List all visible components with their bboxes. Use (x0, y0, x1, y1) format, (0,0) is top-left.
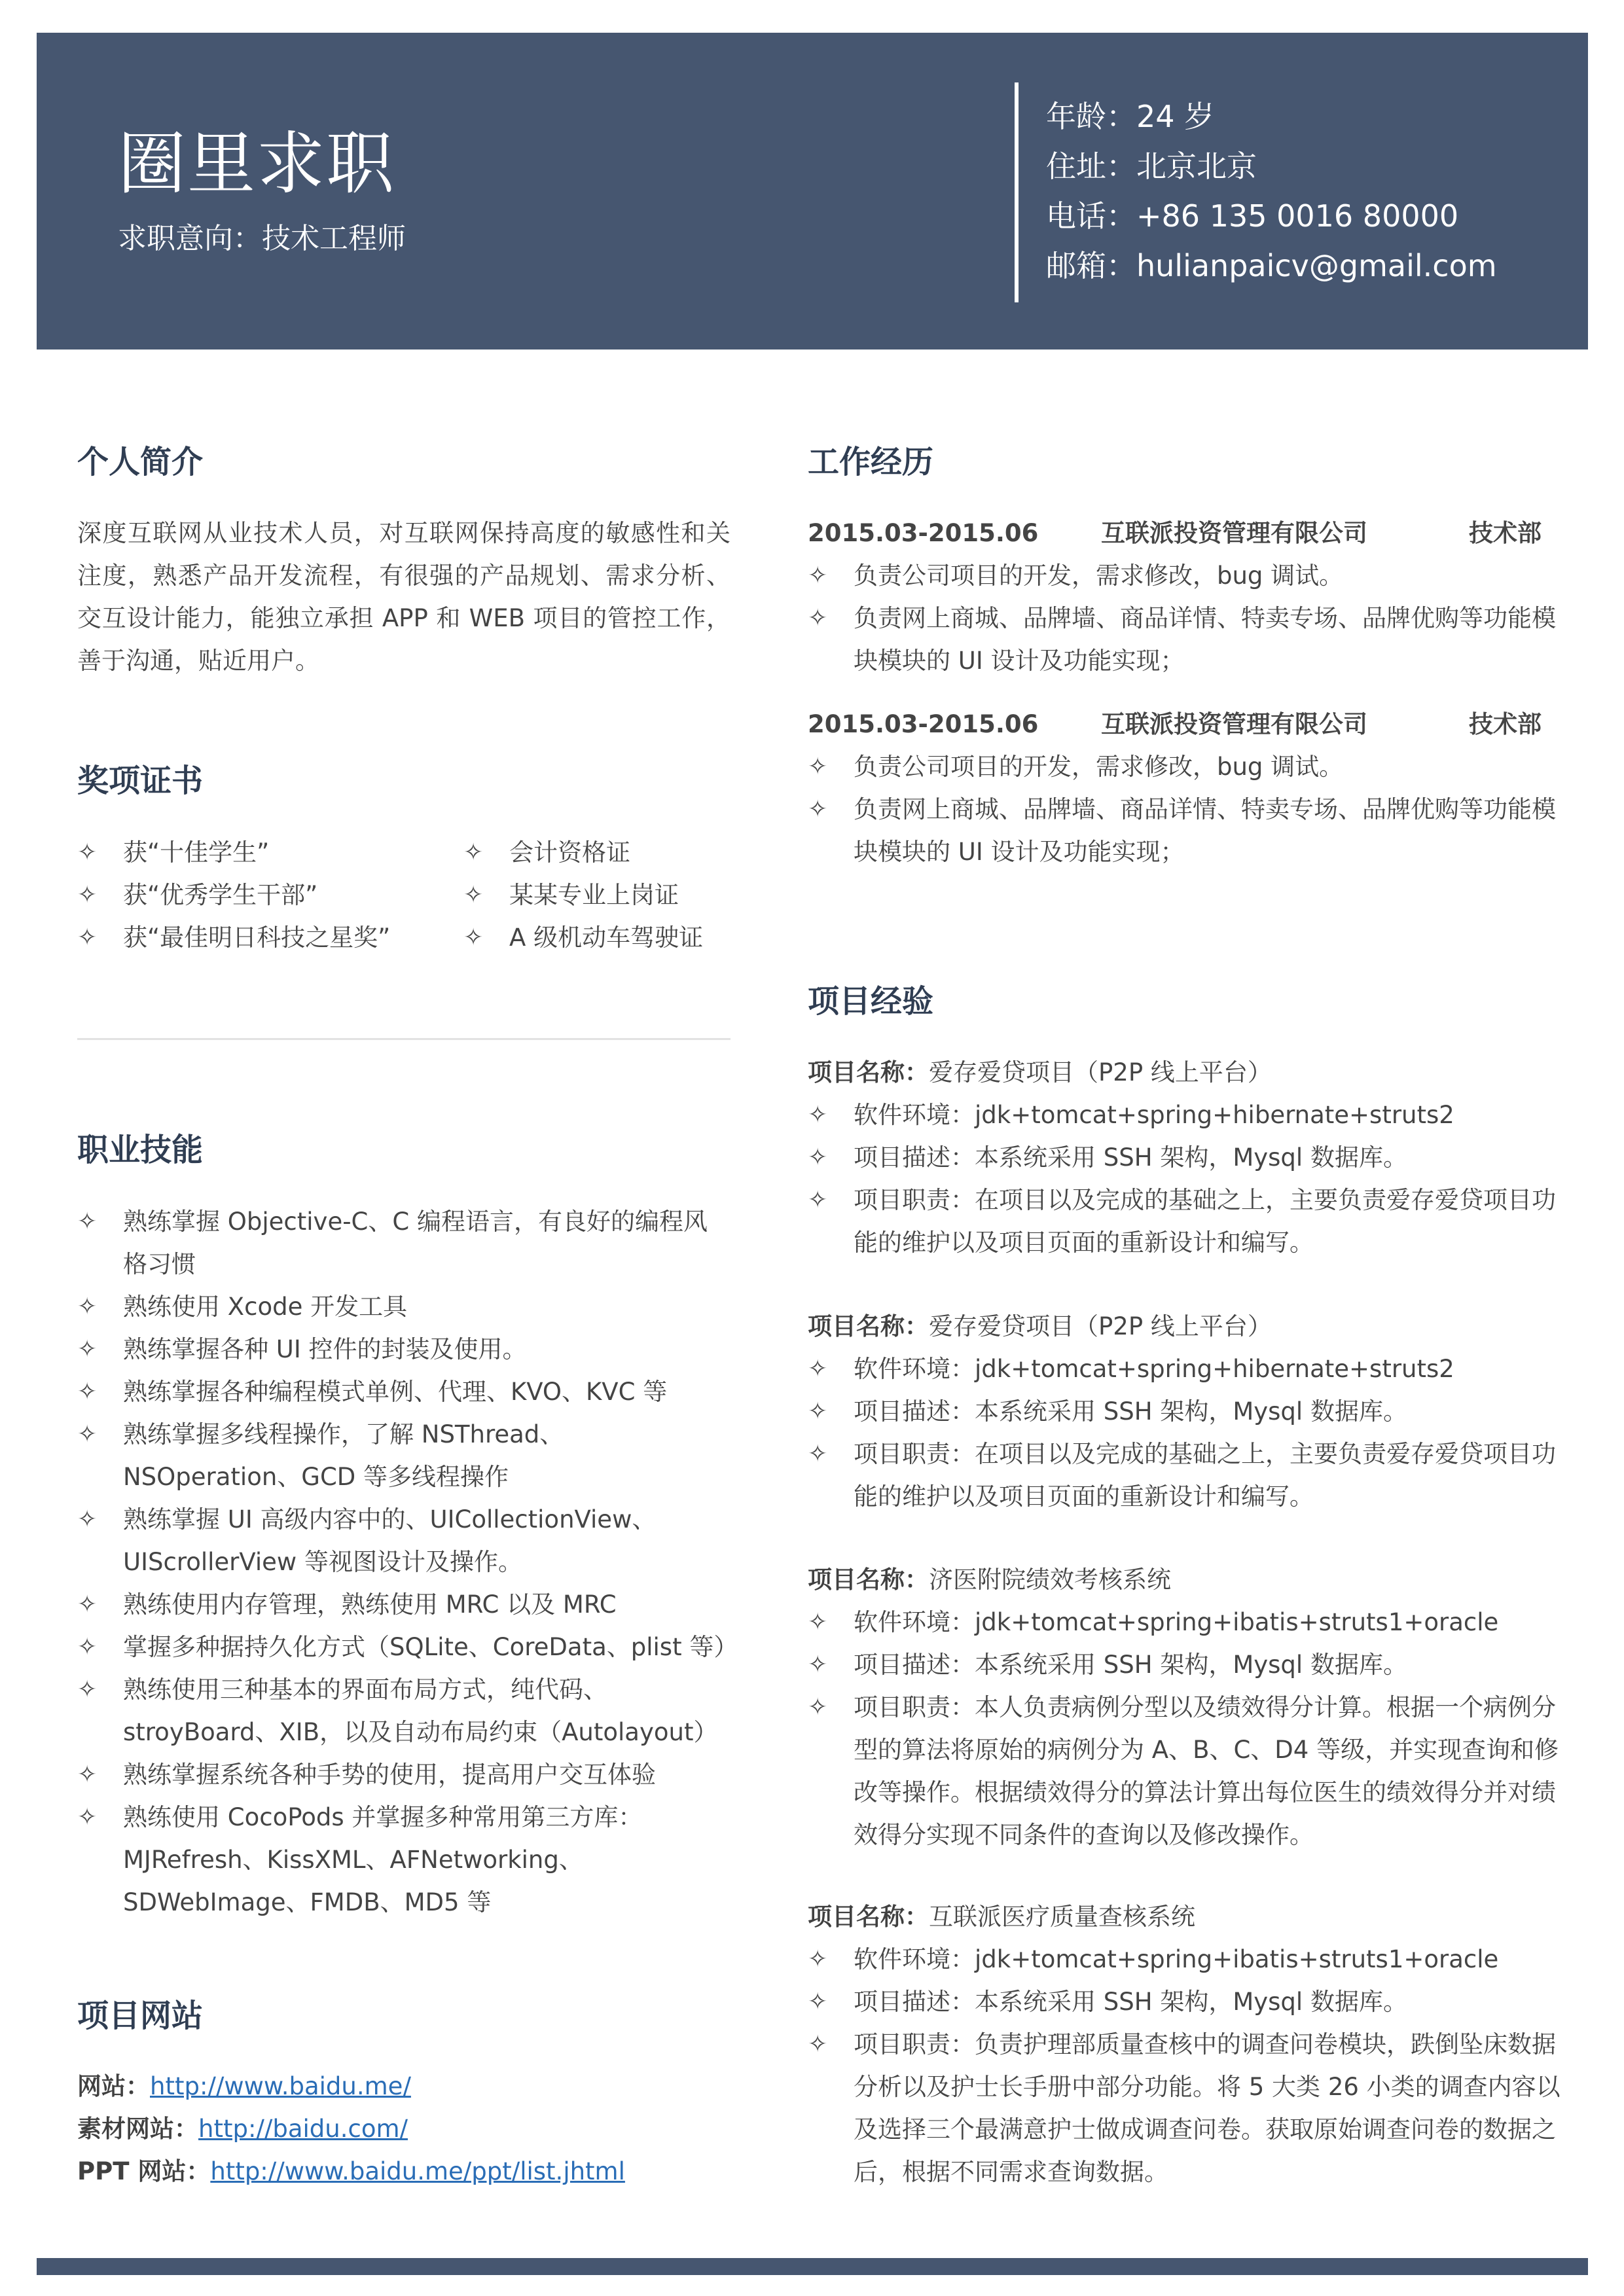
skill-item: ✧ 熟练掌握 Objective-C、C 编程语言，有良好的编程风格习惯 (77, 1200, 731, 1285)
duty-item: ✧ 负责网上商城、品牌墙、商品详情、特卖专场、品牌优购等功能模块模块的 UI 设计及功能实现； (808, 597, 1561, 682)
bullet-star-icon: ✧ (77, 1293, 98, 1320)
site-link[interactable]: http://www.baidu.me/ (150, 2072, 411, 2100)
bullet-star-icon: ✧ (808, 1988, 828, 2015)
work-title: 工作经历 (808, 444, 934, 480)
bullet-star-icon: ✧ (77, 1761, 98, 1788)
skill-item: ✧ 熟练掌握各种编程模式单例、代理、KVO、KVC 等 (77, 1371, 731, 1413)
bullet-star-icon: ✧ (808, 1398, 828, 1425)
project-details (808, 1601, 1561, 1856)
bullet-star-icon: ✧ (808, 1651, 828, 1678)
bullet-star-icon: ✧ (77, 1378, 98, 1405)
award-item: ✧ 获“优秀学生干部” (77, 874, 444, 916)
contact-email: 邮箱：hulianpaicv@gmail.com (1046, 248, 1497, 283)
bullet-star-icon: ✧ (77, 1676, 98, 1703)
skill-item: ✧ 熟练使用 Xcode 开发工具 (77, 1285, 731, 1328)
sites-title: 项目网站 (77, 1998, 204, 2034)
site-link[interactable]: http://www.baidu.me/ppt/list.jhtml (210, 2157, 625, 2185)
section-divider (77, 1038, 731, 1040)
award-item: ✧ 获“最佳明日科技之星奖” (77, 916, 444, 959)
project-detail: ✧ 软件环境：jdk+tomcat+spring+ibatis+struts1+oracle (808, 1601, 1561, 1643)
job-header (808, 512, 1542, 554)
project-detail: ✧ 项目描述：本系统采用 SSH 架构，Mysql 数据库。 (808, 1136, 1561, 1179)
skill-item: ✧ 掌握多种据持久化方式（SQLite、CoreData、plist 等） (77, 1626, 731, 1668)
awards-title: 奖项证书 (77, 762, 204, 799)
profile-title: 个人简介 (77, 444, 204, 480)
profile-text: 深度互联网从业技术人员，对互联网保持高度的敏感性和关注度，熟悉产品开发流程，有很强的产品规划、需求分析、交互设计能力，能独立承担 APP 和 WEB 项目的管控工作，善于沟通，贴近用户。 (77, 519, 731, 675)
skill-item: ✧ 熟练掌握 UI 高级内容中的、UICollectionView、UIScrollerView 等视图设计及操作。 (77, 1498, 731, 1583)
project-details (808, 1094, 1561, 1264)
project-details (808, 1938, 1561, 2193)
project-detail: ✧ 项目描述：本系统采用 SSH 架构，Mysql 数据库。 (808, 1643, 1561, 1686)
site-row-material (77, 2108, 408, 2150)
skill-item: ✧ 熟练掌握各种 UI 控件的封装及使用。 (77, 1328, 731, 1371)
job-duties (808, 554, 1561, 682)
skill-item: ✧ 熟练掌握系统各种手势的使用，提高用户交互体验 (77, 1753, 731, 1796)
project-name: 项目名称：济医附院绩效考核系统 (808, 1566, 1171, 1594)
contact-age: 年龄：24 岁 (1046, 99, 1215, 134)
bullet-star-icon: ✧ (77, 1336, 98, 1363)
skill-item: ✧ 熟练使用三种基本的界面布局方式，纯代码、stroyBoard、XIB，以及自动布局约束（Autolayout） (77, 1668, 731, 1753)
project-detail: ✧ 软件环境：jdk+tomcat+spring+ibatis+struts1+oracle (808, 1938, 1561, 1981)
job-header (808, 703, 1542, 745)
bullet-star-icon: ✧ (808, 1694, 828, 1721)
job-period: 2015.03-2015.06 (808, 710, 1039, 738)
project-label: 项目名称： (808, 1058, 929, 1086)
project-name: 项目名称：互联派医疗质量查核系统 (808, 1903, 1195, 1931)
award-item: ✧ 某某专业上岗证 (463, 874, 738, 916)
project-detail: ✧ 项目职责：在项目以及完成的基础之上，主要负责爱存爱贷项目功能的维护以及项目页面的重新设计和编写。 (808, 1179, 1561, 1264)
site-label: 素材网站： (77, 2115, 198, 2143)
bullet-star-icon: ✧ (808, 1946, 828, 1973)
project-detail: ✧ 软件环境：jdk+tomcat+spring+hibernate+struts2 (808, 1348, 1561, 1390)
award-item: ✧ 会计资格证 (463, 831, 738, 874)
project-name: 项目名称：爱存爱贷项目（P2P 线上平台） (808, 1312, 1272, 1340)
bullet-star-icon: ✧ (77, 924, 98, 951)
skills-title: 职业技能 (77, 1132, 204, 1168)
skill-item: ✧ 熟练使用 CocoPods 并掌握多种常用第三方库：MJRefresh、KissXML、AFNetworking、SDWebImage、FMDB、MD5 等 (77, 1796, 731, 1924)
bullet-star-icon: ✧ (77, 882, 98, 908)
contact-phone: 电话：+86 135 0016 80000 (1046, 198, 1459, 234)
site-row-ppt (77, 2150, 625, 2193)
candidate-name: 圈里求职 (118, 124, 396, 204)
footer-bar (37, 2258, 1588, 2275)
bullet-star-icon: ✧ (77, 1208, 98, 1235)
site-link[interactable]: http://baidu.com/ (198, 2115, 408, 2143)
bullet-star-icon: ✧ (77, 1506, 98, 1533)
site-label: PPT 网站： (77, 2157, 211, 2185)
project-detail: ✧ 项目描述：本系统采用 SSH 架构，Mysql 数据库。 (808, 1390, 1561, 1433)
bullet-star-icon: ✧ (463, 839, 484, 866)
bullet-star-icon: ✧ (808, 1144, 828, 1171)
project-detail: ✧ 项目职责：本人负责病例分型以及绩效得分计算。根据一个病例分型的算法将原始的病例分为 A、B、C、D4 等级，并实现查询和修改等操作。根据绩效得分的算法计算出每位医生的绩效得分并对绩效得分实现不同条件的查询以及修改操作。 (808, 1686, 1561, 1856)
bullet-star-icon: ✧ (808, 1609, 828, 1636)
duty-item: ✧ 负责网上商城、品牌墙、商品详情、特卖专场、品牌优购等功能模块模块的 UI 设计及功能实现； (808, 788, 1561, 873)
project-label: 项目名称： (808, 1903, 929, 1931)
job-intent: 求职意向：技术工程师 (118, 222, 406, 255)
contact-info (1046, 92, 1497, 291)
bullet-star-icon: ✧ (808, 1187, 828, 1213)
project-label: 项目名称： (808, 1566, 929, 1594)
project-detail: ✧ 项目描述：本系统采用 SSH 架构，Mysql 数据库。 (808, 1981, 1561, 2023)
bullet-star-icon: ✧ (808, 1355, 828, 1382)
award-item: ✧ 获“十佳学生” (77, 831, 444, 874)
bullet-star-icon: ✧ (808, 753, 828, 780)
bullet-star-icon: ✧ (77, 1421, 98, 1448)
job-dept: 技术部 (1469, 710, 1542, 738)
bullet-star-icon: ✧ (77, 1634, 98, 1660)
bullet-star-icon: ✧ (808, 605, 828, 632)
skill-item: ✧ 熟练使用内存管理，熟练使用 MRC 以及 MRC (77, 1583, 731, 1626)
bullet-star-icon: ✧ (463, 882, 484, 908)
duty-item: ✧ 负责公司项目的开发，需求修改，bug 调试。 (808, 554, 1561, 597)
project-name: 项目名称：爱存爱贷项目（P2P 线上平台） (808, 1058, 1272, 1086)
skills-list (77, 1200, 738, 1924)
bullet-star-icon: ✧ (77, 1591, 98, 1618)
bullet-star-icon: ✧ (808, 1441, 828, 1467)
job-company: 互联派投资管理有限公司 (1101, 519, 1367, 547)
job-period: 2015.03-2015.06 (808, 519, 1039, 547)
awards-col-2 (463, 831, 738, 959)
award-item: ✧ A 级机动车驾驶证 (463, 916, 738, 959)
bullet-star-icon: ✧ (77, 839, 98, 866)
duty-item: ✧ 负责公司项目的开发，需求修改，bug 调试。 (808, 745, 1561, 788)
project-detail: ✧ 项目职责：负责护理部质量查核中的调查问卷模块，跌倒坠床数据分析以及护士长手册中部分功能。将 5 大类 26 小类的调查内容以及选择三个最满意护士做成调查问卷。获取原始调查问卷的数据之后，根据不同需求查询数据。 (808, 2023, 1561, 2193)
project-detail: ✧ 软件环境：jdk+tomcat+spring+hibernate+struts2 (808, 1094, 1561, 1136)
bullet-star-icon: ✧ (808, 1102, 828, 1128)
contact-address: 住址：北京北京 (1046, 149, 1257, 184)
job-dept: 技术部 (1469, 519, 1542, 547)
bullet-star-icon: ✧ (808, 562, 828, 589)
project-details (808, 1348, 1561, 1518)
bullet-star-icon: ✧ (808, 796, 828, 823)
awards-col-1 (77, 831, 444, 959)
site-row-website (77, 2065, 411, 2108)
job-duties (808, 745, 1561, 873)
bullet-star-icon: ✧ (77, 1804, 98, 1831)
job-company: 互联派投资管理有限公司 (1101, 710, 1367, 738)
bullet-star-icon: ✧ (808, 2031, 828, 2058)
bullet-star-icon: ✧ (463, 924, 484, 951)
project-label: 项目名称： (808, 1312, 929, 1340)
skill-item: ✧ 熟练掌握多线程操作，了解 NSThread、NSOperation、GCD 等多线程操作 (77, 1413, 731, 1498)
project-detail: ✧ 项目职责：在项目以及完成的基础之上，主要负责爱存爱贷项目功能的维护以及项目页面的重新设计和编写。 (808, 1433, 1561, 1518)
projects-title: 项目经验 (808, 983, 934, 1020)
site-label: 网站： (77, 2072, 150, 2100)
resume-header (37, 33, 1588, 350)
header-divider (1015, 82, 1019, 302)
